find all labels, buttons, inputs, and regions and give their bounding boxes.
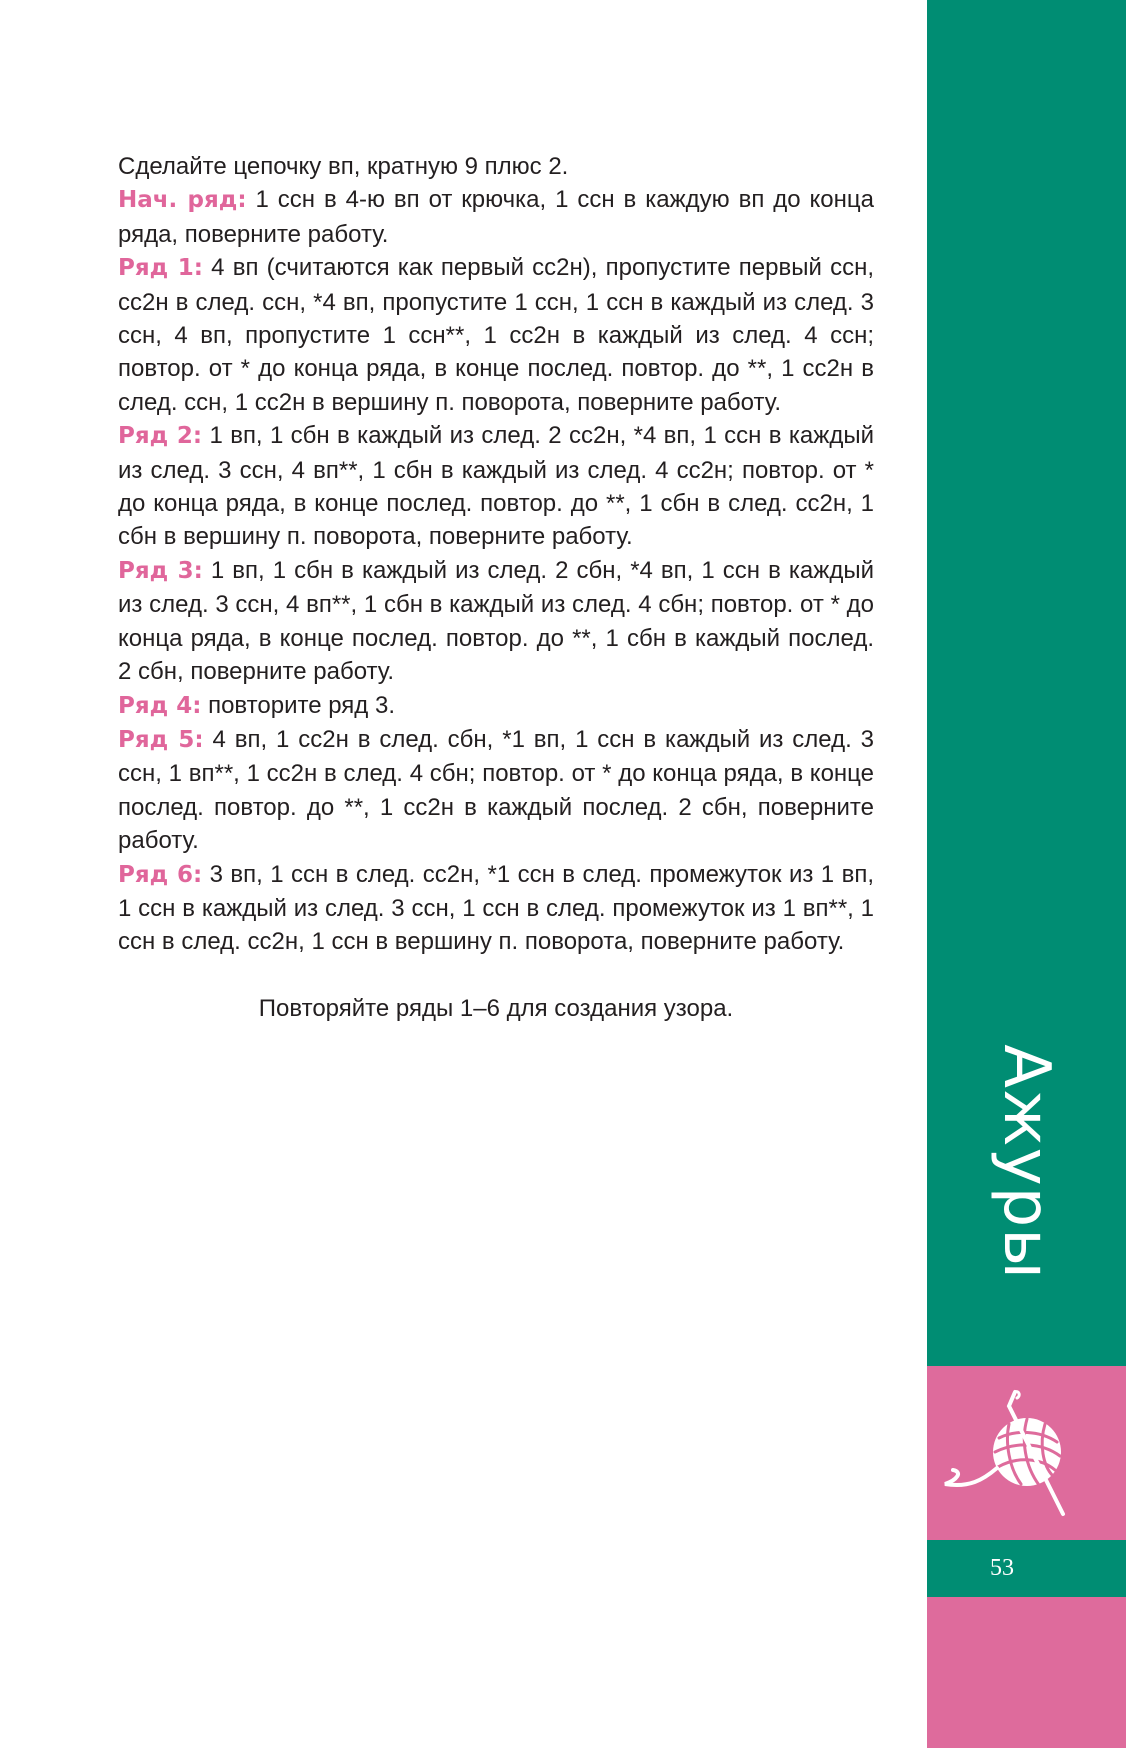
row-3 xyxy=(118,554,874,689)
row-text: 4 вп (считаются как первый сс2н), пропустите первый ссн, сс2н в след. ссн, *4 вп, пропустите 1 ссн, 1 ссн в каждый из след. 3 ссн, 4 вп, пропустите 1 ссн**, 1 сс2н в каждый из след. 4 ссн; повтор. от * до конца ряда, в конце послед. повтор. до **, 1 сс2н в след. ссн, 1 сс2н в вершину п. поворота, поверните работу. xyxy=(118,254,874,416)
row-5 xyxy=(118,723,874,858)
sidebar-pink-footer xyxy=(927,1597,1126,1748)
row-1 xyxy=(118,251,874,419)
row-text: 1 ссн в 4-ю вп от крючка, 1 ссн в каждую вп до конца ряда, поверните работу. xyxy=(118,186,874,248)
row-label: Ряд 1: xyxy=(118,255,203,282)
pattern-instructions xyxy=(118,150,874,1025)
row-text: повторите ряд 3. xyxy=(201,691,395,719)
row-text: 1 вп, 1 сбн в каждый из след. 2 сс2н, *4 вп, 1 ссн в каждый из след. 3 ссн, 4 вп**, 1 сбн в каждый из след. 4 сс2н; повтор. от * до конца ряда, в конце послед. повтор. до **, 1 сбн в след. сс2н, 1 сбн в вершину п. поворота, поверните работу. xyxy=(118,422,874,551)
page-number-band xyxy=(927,1540,1126,1597)
row-label: Ряд 4: xyxy=(118,692,202,719)
row-4 xyxy=(118,689,874,723)
sidebar-icon-band xyxy=(927,1366,1126,1540)
row-6 xyxy=(118,858,874,959)
row-label: Ряд 6: xyxy=(118,861,203,888)
row-2 xyxy=(118,419,874,554)
row-label: Ряд 5: xyxy=(118,726,204,753)
row-start xyxy=(118,183,874,251)
repeat-note: Повторяйте ряды 1–6 для создания узора. xyxy=(258,994,734,1022)
section-title: Ажуры xyxy=(989,1044,1063,1280)
intro-text: Сделайте цепочку вп, кратную 9 плюс 2. xyxy=(118,153,569,180)
row-label: Ряд 3: xyxy=(118,557,203,584)
row-text: 3 вп, 1 ссн в след. сс2н, *1 ссн в след. промежуток из 1 вп, 1 ссн в каждый из след. 3 ссн, 1 ссн в след. промежуток из 1 вп**, 1 ссн в след. сс2н, 1 ссн в вершину п. поворота, поверните работу. xyxy=(118,860,874,956)
row-text: 1 вп, 1 сбн в каждый из след. 2 сбн, *4 вп, 1 ссн в каждый из след. 3 ссн, 4 вп**, 1 сбн в каждый из след. 4 сбн; повтор. от * до конца ряда, в конце послед. повтор. до **, 1 сбн в каждый послед. 2 сбн, поверните работу. xyxy=(118,556,874,686)
sidebar-green-band xyxy=(927,0,1126,1366)
row-text: 4 вп, 1 сс2н в след. сбн, *1 вп, 1 ссн в каждый из след. 3 ссн, 1 вп**, 1 сс2н в след. 4 сбн; повтор. от * до конца ряда, в конце послед. повтор. до **, 1 сс2н в каждый послед. 2 сбн, поверните работу. xyxy=(118,725,874,855)
chapter-sidebar xyxy=(927,0,1126,1748)
yarn-ball-hook-icon xyxy=(935,1372,1085,1522)
row-label: Нач. ряд: xyxy=(118,187,247,214)
row-label: Ряд 2: xyxy=(118,423,203,450)
page-number: 53 xyxy=(990,1555,1014,1581)
